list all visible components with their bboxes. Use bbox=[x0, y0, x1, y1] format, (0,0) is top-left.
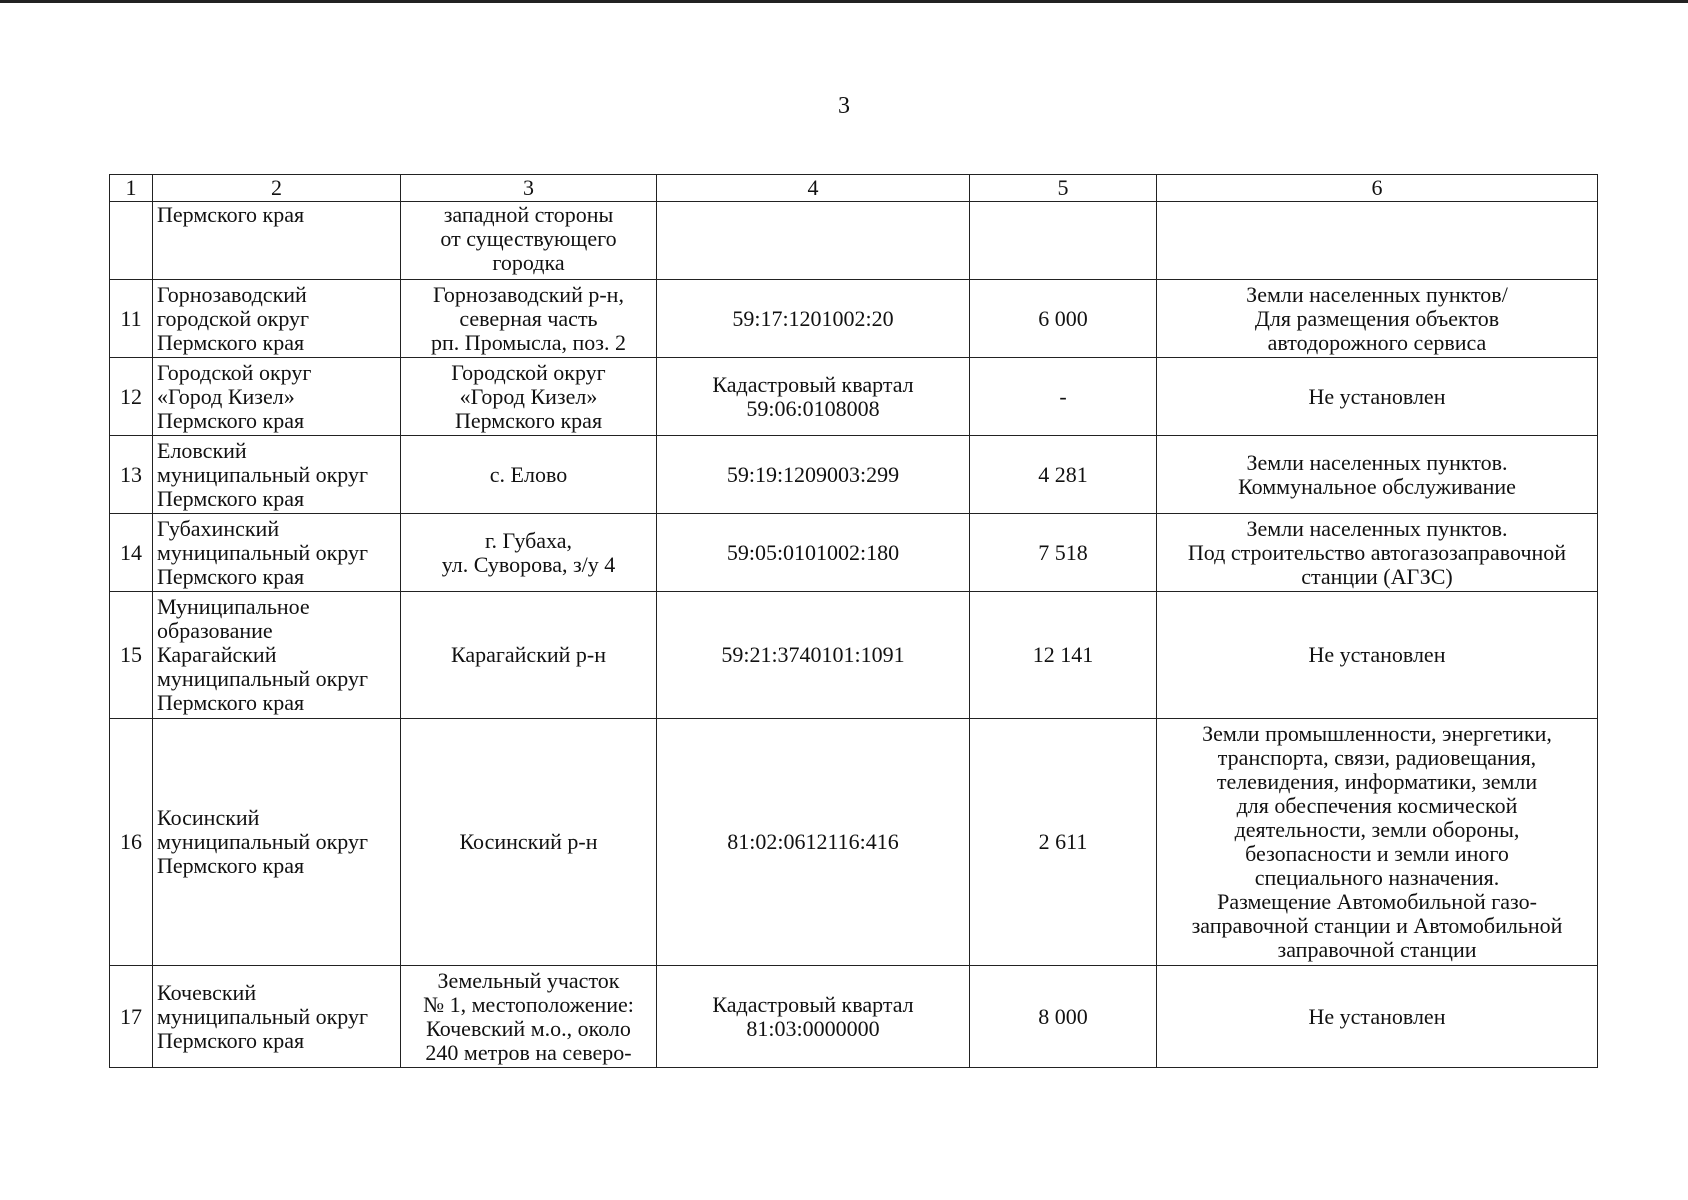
cell-land-category: Не установлен bbox=[1157, 592, 1598, 719]
cell-land-category bbox=[1157, 202, 1598, 280]
cell-municipality: Кочевский муниципальный округ Пермского края bbox=[153, 966, 401, 1068]
cell-number: 14 bbox=[110, 514, 153, 592]
header-cell-4: 4 bbox=[657, 175, 970, 202]
cell-cadastral-number: 81:02:0612116:416 bbox=[657, 719, 970, 966]
cell-land-category: Земли населенных пунктов. Коммунальное обслуживание bbox=[1157, 436, 1598, 514]
cell-land-category: Земли населенных пунктов/ Для размещения объектов автодорожного сервиса bbox=[1157, 280, 1598, 358]
land-plots-table bbox=[109, 174, 1598, 1068]
table-row bbox=[110, 966, 1598, 1068]
cell-area bbox=[970, 202, 1157, 280]
cell-location: Горнозаводский р-н, северная часть рп. Промысла, поз. 2 bbox=[401, 280, 657, 358]
cell-cadastral-number bbox=[657, 202, 970, 280]
cell-municipality: Губахинский муниципальный округ Пермского края bbox=[153, 514, 401, 592]
cell-number: 16 bbox=[110, 719, 153, 966]
table-row bbox=[110, 358, 1598, 436]
cell-municipality: Горнозаводский городской округ Пермского края bbox=[153, 280, 401, 358]
cell-land-category: Земли промышленности, энергетики, транспорта, связи, радиовещания, телевидения, информатики, земли для обеспечения космической деятельности, земли обороны, безопасности и земли иного специального назначения. Размещение Автомобильной газо- заправочной станции и Автомобильной заправочной станции bbox=[1157, 719, 1598, 966]
cell-area: 4 281 bbox=[970, 436, 1157, 514]
cell-location: Городской округ «Город Кизел» Пермского края bbox=[401, 358, 657, 436]
cell-location: Карагайский р-н bbox=[401, 592, 657, 719]
cell-land-category: Не установлен bbox=[1157, 358, 1598, 436]
table-row bbox=[110, 592, 1598, 719]
cell-cadastral-number: 59:17:1201002:20 bbox=[657, 280, 970, 358]
cell-area: - bbox=[970, 358, 1157, 436]
cell-municipality: Городской округ «Город Кизел» Пермского края bbox=[153, 358, 401, 436]
cell-area: 2 611 bbox=[970, 719, 1157, 966]
cell-municipality: Косинский муниципальный округ Пермского края bbox=[153, 719, 401, 966]
cell-cadastral-number: Кадастровый квартал 81:03:0000000 bbox=[657, 966, 970, 1068]
cell-cadastral-number: Кадастровый квартал 59:06:0108008 bbox=[657, 358, 970, 436]
cell-cadastral-number: 59:21:3740101:1091 bbox=[657, 592, 970, 719]
cell-cadastral-number: 59:05:0101002:180 bbox=[657, 514, 970, 592]
cell-location: Земельный участок № 1, местоположение: Кочевский м.о., около 240 метров на северо- bbox=[401, 966, 657, 1068]
cell-location: Косинский р-н bbox=[401, 719, 657, 966]
page-number: 3 bbox=[838, 93, 850, 119]
table-header-row bbox=[110, 175, 1598, 202]
table-row-continuation bbox=[110, 202, 1598, 280]
cell-land-category: Земли населенных пунктов. Под строительство автогазозаправочной станции (АГЗС) bbox=[1157, 514, 1598, 592]
cell-area: 7 518 bbox=[970, 514, 1157, 592]
cell-number: 12 bbox=[110, 358, 153, 436]
cell-area: 6 000 bbox=[970, 280, 1157, 358]
cell-number: 15 bbox=[110, 592, 153, 719]
cell-cadastral-number: 59:19:1209003:299 bbox=[657, 436, 970, 514]
header-cell-1: 1 bbox=[110, 175, 153, 202]
cell-number bbox=[110, 202, 153, 280]
table-row bbox=[110, 719, 1598, 966]
cell-number: 17 bbox=[110, 966, 153, 1068]
cell-land-category: Не установлен bbox=[1157, 966, 1598, 1068]
cell-number: 11 bbox=[110, 280, 153, 358]
header-cell-6: 6 bbox=[1157, 175, 1598, 202]
scan-top-edge bbox=[0, 0, 1688, 3]
table-row bbox=[110, 280, 1598, 358]
table-row bbox=[110, 436, 1598, 514]
cell-municipality: Муниципальное образование Карагайский муниципальный округ Пермского края bbox=[153, 592, 401, 719]
header-cell-5: 5 bbox=[970, 175, 1157, 202]
cell-area: 8 000 bbox=[970, 966, 1157, 1068]
cell-number: 13 bbox=[110, 436, 153, 514]
header-cell-3: 3 bbox=[401, 175, 657, 202]
table-row bbox=[110, 514, 1598, 592]
cell-location: западной стороны от существующего городка bbox=[401, 202, 657, 280]
cell-municipality: Пермского края bbox=[153, 202, 401, 280]
cell-municipality: Еловский муниципальный округ Пермского края bbox=[153, 436, 401, 514]
cell-area: 12 141 bbox=[970, 592, 1157, 719]
cell-location: с. Елово bbox=[401, 436, 657, 514]
cell-location: г. Губаха, ул. Суворова, з/у 4 bbox=[401, 514, 657, 592]
header-cell-2: 2 bbox=[153, 175, 401, 202]
